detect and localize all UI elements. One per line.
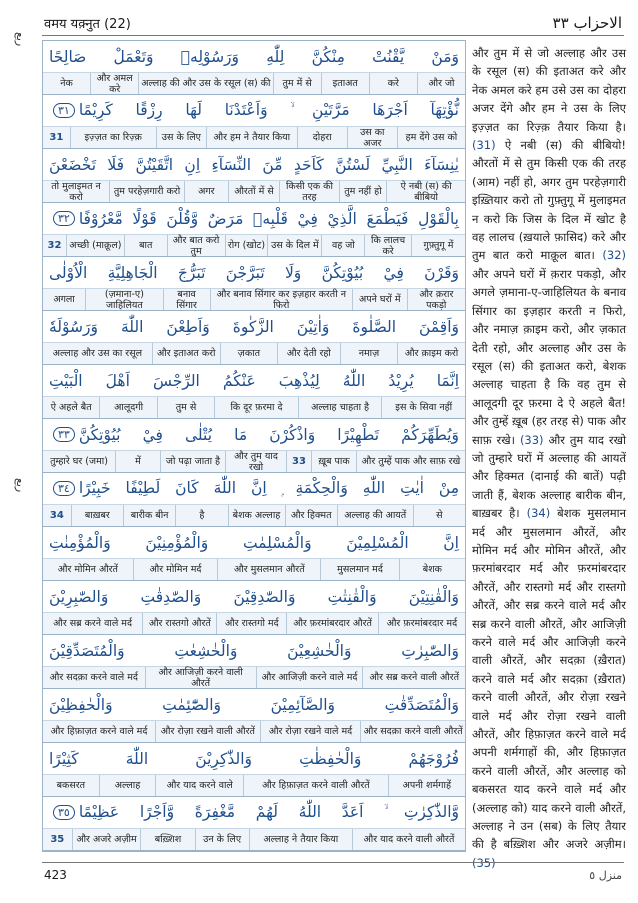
arabic-verse-text: وَّالذّٰكِرٰتِ ۙ اَعَدَّ اللّٰهُ لَهُمْ مَّغْفِرَةً وَّاَجْرًا عَظِيْمًا [78, 803, 459, 821]
word-meaning-cell: और याद करने वाली औरतें [352, 829, 465, 850]
ayah-number-marker: ٣٣ [53, 427, 75, 442]
word-meaning-cell: उस के लिए [156, 127, 206, 148]
ayah-number-marker: ٣٤ [53, 481, 75, 496]
word-meaning-cell: औरतों में से [228, 181, 280, 202]
arabic-verse-row [43, 419, 465, 451]
word-meaning-cell: और बनाव सिंगार कर इज़हार करती न फिरो [210, 289, 352, 310]
word-meaning-row [43, 613, 465, 635]
arabic-verse-row [43, 473, 465, 505]
arabic-verse-text: اِنَّمَا يُرِيْدُ اللّٰهُ لِيُذْهِبَ عَنْكُمُ الرِّجْسَ اَهْلَ الْبَيْتِ [49, 371, 459, 390]
arabic-verse-row [43, 95, 465, 127]
word-meaning-cell: और हिफ़ाज़त करने वाली औरतें [243, 775, 388, 796]
word-meaning-cell: बेशक [399, 559, 465, 580]
word-meaning-cell: मुसलमान मर्द [320, 559, 398, 580]
word-meaning-row [43, 559, 465, 581]
translation-text: और तुम में से जो अल्लाह और उस के रसूल (स) की इताअत करे और नेक अमल करे हम उसे उस का दोहरा अजर देंगे और हम ने उस के लिए इज़्ज़त का रिज़्क़ तैयार किया है। [472, 46, 626, 134]
word-meaning-cell: और मुसलमान औरतें [217, 559, 320, 580]
word-meaning-cell: 35 [50, 834, 65, 845]
word-meaning-cell: ख़ूब पाक [311, 451, 356, 472]
arabic-verse-text: وَالصّٰبِرٰتِ وَالْخٰشِعِيْنَ وَالْخٰشِعٰتِ وَالْمُتَصَدِّقِيْنَ [49, 641, 459, 660]
arabic-verse-row [43, 581, 465, 613]
word-meaning-cell: और क़रार पकड़ो [407, 289, 465, 310]
word-meaning-cell: अल्लाह और उस का रसूल [52, 348, 143, 359]
arabic-verse-row [43, 311, 465, 343]
arabic-verse-text: يٰنِسَآءَ النَّبِيِّ لَسْتُنَّ كَاَحَدٍ مِّنَ النِّسَآءِ اِنِ اتَّقَيْتُنَّ فَلَا تَخْضَعْنَ [49, 155, 459, 174]
arabic-verse-row [43, 797, 465, 829]
arabic-verse-row [43, 257, 465, 289]
word-meaning-cell: और रास्तगो औरतें [142, 613, 216, 634]
word-meaning-cell: और तुम याद रखो [225, 451, 286, 472]
rub-marker-top: ربع [14, 32, 27, 47]
word-meaning-cell: इस के सिवा नहीं [381, 397, 465, 418]
word-meaning-cell: और फ़रमांबरदार औरतें [286, 613, 378, 634]
arabic-verse-text: وَمَنْ يَّقْنُتْ مِنْكُنَّ لِلّٰهِ وَرَسُوْلِهٖ وَتَعْمَلْ صَالِحًا [49, 47, 459, 66]
arabic-verse-text: وَقَرْنَ فِيْ بُيُوْتِكُنَّ وَلَا تَبَرَّجْنَ تَبَرُّجَ الْجَاهِلِيَّةِ الْاُوْلٰى [49, 263, 459, 282]
word-meaning-cell: और इताअत करो [152, 343, 220, 364]
word-meaning-cell: और जो [417, 73, 465, 94]
arabic-verse-row [43, 689, 465, 721]
word-meaning-cell: अगला [53, 294, 75, 305]
word-meaning-cell: तुम से [157, 397, 214, 418]
word-meaning-cell: (ज़माना-ए) जाहिलियत [85, 289, 163, 310]
verse-reference: (33) [519, 432, 544, 447]
word-meaning-cell: तुम नहीं हो [339, 181, 387, 202]
ayah-number-marker: ٣٥ [53, 805, 75, 820]
word-meaning-cell: और रोज़ा रखने वाले मर्द [260, 721, 361, 742]
word-meaning-cell: और रोज़ा रखने वाली औरतें [155, 721, 260, 742]
word-meaning-cell: बनाव सिंगार [163, 289, 210, 310]
page-header [42, 14, 624, 36]
word-meaning-cell: और क़ाइम करो [397, 343, 465, 364]
word-meaning-cell: और आजिज़ी करने वाले मर्द [256, 667, 363, 688]
word-meaning-cell: और फ़रमांबरदार मर्द [378, 613, 465, 634]
word-meaning-cell: बेशक अल्लाह [228, 505, 285, 526]
word-meaning-cell: उन के लिए [195, 829, 249, 850]
word-meaning-row [43, 451, 465, 473]
ayah-number-marker: ٣٢ [53, 211, 75, 226]
word-meaning-cell: में [115, 451, 160, 472]
word-meaning-cell: दोहरा [297, 127, 347, 148]
word-meaning-cell: तुम परहेज़गारी करो [109, 181, 184, 202]
word-meaning-cell: उस का अजर [347, 127, 397, 148]
arabic-verse-row [43, 527, 465, 559]
word-meaning-cell: इज़्ज़त का रिज़्क़ [70, 127, 156, 148]
word-meaning-cell: अल्लाह चाहता है [298, 397, 382, 418]
arabic-verse-text: وَيُطَهِّرَكُمْ تَطْهِيْرًا وَاذْكُرْنَ مَا يُتْلٰى فِيْ بُيُوْتِكُنَّ [78, 425, 459, 444]
word-meaning-cell: ऐ अहले बैत [50, 402, 92, 413]
word-meaning-row [43, 397, 465, 419]
translation-text: बेशक मुसलमान मर्द और मुसलमान औरतें, और मोमिन मर्द और मोमिन औरतें, और फ़रमांबरदार मर्द और फ़रमांबरदार औरतें, और रास्तगो मर्द और रास्तगो औरतें, और सब्र करने वाले मर्द और सब्र करने वाली औरतें, और आजिज़ी करने वाले मर्द और आजिज़ी करने वाली औरतें, और सदक़ा (ख़ैरात) करने वाले मर्द और सदक़ा (ख़ैरात) करने वाली औरतें, और रोज़ा रखने वाले मर्द और रोज़ा रखने वाली औरतें, और हिफ़ाज़त करने वाले मर्द अपनी शर्मगाहों की, और हिफ़ाज़त करने वाली औरतें, और अल्लाह को बकसरत याद करने वाले मर्द और (अल्लाह को) याद करने वाली औरतें, अल्लाह ने उन (सब) के लिए तैयार की है बख़्शिश और अजरे अज़ीम। [472, 506, 627, 852]
arabic-verse-row [43, 149, 465, 181]
word-meaning-cell: और आजिज़ी करने वाली औरतें [145, 667, 256, 688]
juz-label: वमय यक़्नुत (22) [44, 17, 131, 32]
word-meaning-cell: वह जो [321, 235, 364, 256]
word-meaning-cell: जो पढ़ा जाता है [160, 451, 225, 472]
word-meaning-cell: अगर [184, 181, 228, 202]
word-meaning-cell: और बात करो तुम [167, 235, 225, 256]
verse-reference: (34) [526, 506, 551, 521]
word-meaning-cell: कि लालच करे [364, 235, 411, 256]
word-meaning-cell: किसी एक की तरह [279, 181, 338, 202]
word-meaning-cell: और सब्र करने वाले मर्द [53, 618, 133, 629]
arabic-verse-row [43, 365, 465, 397]
arabic-verse-row [43, 203, 465, 235]
word-meaning-row [43, 235, 465, 257]
word-meaning-cell: और हिफ़ाज़त करने वाले मर्द [50, 726, 148, 737]
word-meaning-cell: हम देंगे उस को [397, 127, 465, 148]
word-meaning-cell: करे [369, 73, 417, 94]
word-meaning-cell: अल्लाह [99, 775, 156, 796]
word-meaning-cell: बख़्शिश [140, 829, 194, 850]
word-meaning-cell: और देती रहो [277, 343, 340, 364]
word-meaning-cell: इताअत [321, 73, 369, 94]
word-meaning-cell: 32 [47, 240, 62, 251]
word-meaning-cell: से [413, 505, 465, 526]
word-meaning-cell: अपनी शर्मगाहें [388, 775, 465, 796]
word-meaning-cell: बारीक बीन [123, 505, 175, 526]
word-meaning-cell: और अमल करे [90, 73, 138, 94]
word-meaning-cell: ज़कात [220, 343, 277, 364]
arabic-verse-text: اِنَّ الْمُسْلِمِيْنَ وَالْمُسْلِمٰتِ وَالْمُؤْمِنِيْنَ وَالْمُؤْمِنٰتِ [49, 533, 459, 552]
word-meaning-cell: 31 [49, 132, 64, 143]
word-meaning-row [43, 667, 465, 689]
arabic-verse-text: وَاَقِمْنَ الصَّلٰوةَ وَاٰتِيْنَ الزَّكٰوةَ وَاَطِعْنَ اللّٰهَ وَرَسُوْلَهٗ [49, 317, 459, 336]
word-meaning-cell: आलूदगी [99, 397, 156, 418]
word-meaning-row [43, 181, 465, 203]
word-meaning-cell: और रास्तगो मर्द [216, 613, 286, 634]
word-meaning-cell: और याद करने वाले [155, 775, 243, 796]
word-meaning-cell: 34 [49, 510, 64, 521]
arabic-verse-text: نُّؤْتِهَآ اَجْرَهَا مَرَّتَيْنِ ۙ وَاَعْتَدْنَا لَهَا رِزْقًا كَرِيْمًا [78, 101, 459, 119]
word-meaning-cell: ऐ नबी (स) की बीबियो [386, 181, 465, 202]
translation-column [472, 44, 627, 870]
word-meaning-row [43, 127, 465, 149]
verse-reference: (35) [472, 855, 496, 870]
word-meaning-row [43, 289, 465, 311]
word-meaning-row [43, 829, 465, 851]
word-meaning-cell: अपने घरों में [352, 289, 407, 310]
word-meaning-cell: और सदक़ा करने वाली औरतें [360, 721, 465, 742]
word-meaning-row [43, 721, 465, 743]
word-meaning-cell: है [175, 505, 227, 526]
word-meaning-cell: बाख़बर [71, 505, 123, 526]
word-meaning-cell: तुम में से [273, 73, 321, 94]
arabic-verse-row [43, 743, 465, 775]
arabic-verse-text: وَالْقٰنِتِيْنَ وَالْقٰنِتٰتِ وَالصّٰدِقِيْنَ وَالصّٰدِقٰتِ وَالصّٰبِرِيْنَ [49, 587, 459, 606]
word-meaning-cell: और हम ने तैयार किया [206, 127, 297, 148]
verse-reference: (31) [472, 138, 496, 153]
word-meaning-row [43, 343, 465, 365]
word-meaning-cell: अल्लाह की आयतें [337, 505, 413, 526]
word-meaning-cell: और मोमिन मर्द [133, 559, 218, 580]
word-meaning-cell: नेक [60, 78, 73, 89]
word-meaning-cell: और मोमिन औरतें [57, 564, 118, 575]
word-meaning-cell: और सदक़ा करने वाले मर्द [49, 672, 138, 683]
word-meaning-cell: रोग (खोट) [225, 235, 268, 256]
arabic-verse-text: وَالْمُتَصَدِّقٰتِ وَالصَّآئِمِيْنَ وَالصّٰٓئِمٰتِ وَالْحٰفِظِيْنَ [49, 695, 459, 714]
word-meaning-cell: और तुम्हें पाक और साफ़ रखे [356, 451, 465, 472]
word-meaning-cell: 33 [286, 451, 311, 472]
translation-text: ऐ नबी (स) की बीबियो! औरतों में से तुम किसी एक की तरह (आम) नहीं हो, अगर तुम परहेज़गारी इख़्तियार करो तो गुफ़्तुगू में मुलाइमत न करो कि जिस के दिल में खोट है वह लालच (ख़याले फ़ासिद) करे और तुम बात करो माक़ूल बात। [472, 138, 626, 263]
manzil-label: منزل ٥ [589, 868, 622, 882]
arabic-verse-text: بِالْقَوْلِ فَيَطْمَعَ الَّذِيْ فِيْ قَلْبِهٖ مَرَضٌ وَّقُلْنَ قَوْلًا مَّعْرُوْفًا [78, 209, 459, 228]
word-meaning-cell: अल्लाह ने तैयार किया [249, 829, 352, 850]
word-meaning-row [43, 775, 465, 797]
page-number: 423 [44, 868, 67, 882]
verse-reference: (32) [602, 248, 626, 263]
word-meaning-cell: और अजरे अज़ीम [72, 829, 141, 850]
arabic-verse-text: مِنْ اٰيٰتِ اللّٰهِ وَالْحِكْمَةِ ۭ اِنَّ اللّٰهَ كَانَ لَطِيْفًا خَبِيْرًا [78, 479, 459, 497]
arabic-verse-row [43, 41, 465, 73]
word-meaning-cell: बात [124, 235, 167, 256]
surah-label: الاحزاب ٣٣ [552, 14, 622, 32]
word-meaning-cell: नमाज़ [340, 343, 397, 364]
word-meaning-cell: कि दूर फ़रमा दे [214, 397, 298, 418]
translation-text: और अपने घरों में क़रार पकड़ो, और अगले ज़माना-ए-जाहिलियत के बनाव सिंगार का इज़हार करती न फिरो, और नमाज़ क़ाइम करो, और ज़कात देती रहो, और अल्लाह और उस के रसूल (स) की इताअत करो, बेशक अल्लाह चाहता है कि वह तुम से आलूदगी दूर फ़रमा दे ऐ अहले बैत! और तुम्हें ख़ूब (हर तरह से) पाक और साफ़ रखे। [472, 266, 626, 447]
page-footer [42, 862, 624, 884]
word-meaning-row [43, 505, 465, 527]
word-meaning-cell: और सब्र करने वाली औरतें [362, 667, 465, 688]
word-meaning-cell: अल्लाह की और उस के रसूल (स) की [138, 73, 272, 94]
rub-marker-mid: ربع [14, 478, 27, 493]
word-meaning-cell: गुफ़्तुगू में [411, 235, 465, 256]
arabic-verse-row [43, 635, 465, 667]
ayah-number-marker: ٣١ [53, 103, 75, 118]
word-meaning-row [43, 73, 465, 95]
word-by-word-grid [42, 40, 466, 852]
word-meaning-cell: तुम्हारे घर (जमा) [50, 456, 108, 467]
word-meaning-cell: उस के दिल में [267, 235, 321, 256]
word-meaning-cell: बकसरत [56, 780, 86, 791]
word-meaning-cell: अच्छी (माक़ूल) [66, 235, 124, 256]
word-meaning-cell: और हिक्मत [285, 505, 337, 526]
word-meaning-cell: तो मुलाइमत न करो [51, 180, 101, 203]
arabic-verse-text: فُرُوْجَهُمْ وَالْحٰفِظٰتِ وَالذّٰكِرِيْنَ اللّٰهَ كَثِيْرًا [49, 749, 459, 768]
translation-text: और तुम याद रखो जो तुम्हारे घरों में अल्लाह की आयतें और हिक्मत (दानाई की बातें) पढ़ी जाती हैं, बेशक अल्लाह बारीक बीन, बाख़बर है। [472, 432, 626, 521]
